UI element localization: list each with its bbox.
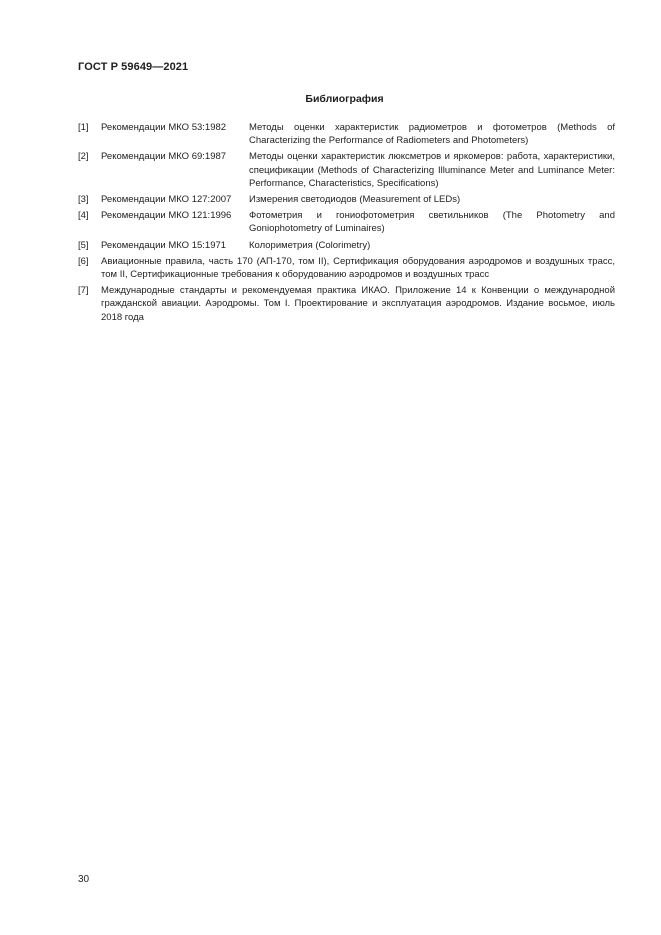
entry-source: Рекомендации МКО 121:1996 (101, 210, 232, 222)
entry-source: Рекомендации МКО 127:2007 (101, 194, 232, 206)
bibliography-list (78, 121, 615, 327)
entry-text: Измерения светодиодов (Measurement of LEDs) (249, 194, 461, 206)
bibliography-entry (78, 193, 615, 206)
entry-text: Фотометрия и гониофотометрия светильников (The Photometry and Goniophotometry of Luminaires) (249, 210, 615, 235)
bibliography-entry (78, 209, 615, 235)
bibliography-entry (78, 239, 615, 252)
entry-text: Международные стандарты и рекомендуемая практика ИКАО. Приложение 14 к Конвенции о международной гражданской авиации. Аэродромы. Том I. Проектирование и эксплуатация аэродромов. Издание восьмое, июль 2018 года (101, 285, 615, 323)
entry-text: Авиационные правила, часть 170 (АП-170, том II), Сертификация оборудования аэродромов и воздушных трасс, том II, Сертификационные требования к оборудованию аэродромов и воздушных трасс (101, 255, 615, 281)
bibliography-entry (78, 284, 615, 324)
entry-number: [4] (78, 210, 89, 222)
entry-number: [6] (78, 255, 89, 267)
entry-text: Колориметрия (Colorimetry) (249, 239, 371, 251)
entry-number: [1] (78, 122, 89, 133)
bibliography-entry (78, 121, 615, 147)
entry-source: Рекомендации МКО 15:1971 (101, 239, 227, 251)
entry-source: Рекомендации МКО 69:1987 (101, 151, 227, 163)
page-number: 30 (78, 874, 90, 885)
bibliography-entry (78, 255, 615, 281)
entry-text: Методы оценки характеристик люксметров и яркомеров: работа, характеристики, спецификации (Methods of Characterizing Illuminance Meter and Luminance Meter: Performance, Characteristics, Specifications) (249, 151, 615, 189)
document-code: ГОСТ Р 59649—2021 (78, 61, 189, 73)
section-title: Библиография (305, 93, 384, 105)
entry-number: [7] (78, 285, 89, 297)
entry-text: Методы оценки характеристик радиометров и фотометров (Methods of Characterizing the Performance of Radiometers and Photometers) (249, 122, 615, 147)
bibliography-entry (78, 150, 615, 190)
entry-source: Рекомендации МКО 53:1982 (101, 122, 227, 133)
entry-number: [2] (78, 151, 89, 163)
entry-number: [5] (78, 239, 89, 251)
entry-number: [3] (78, 194, 89, 206)
